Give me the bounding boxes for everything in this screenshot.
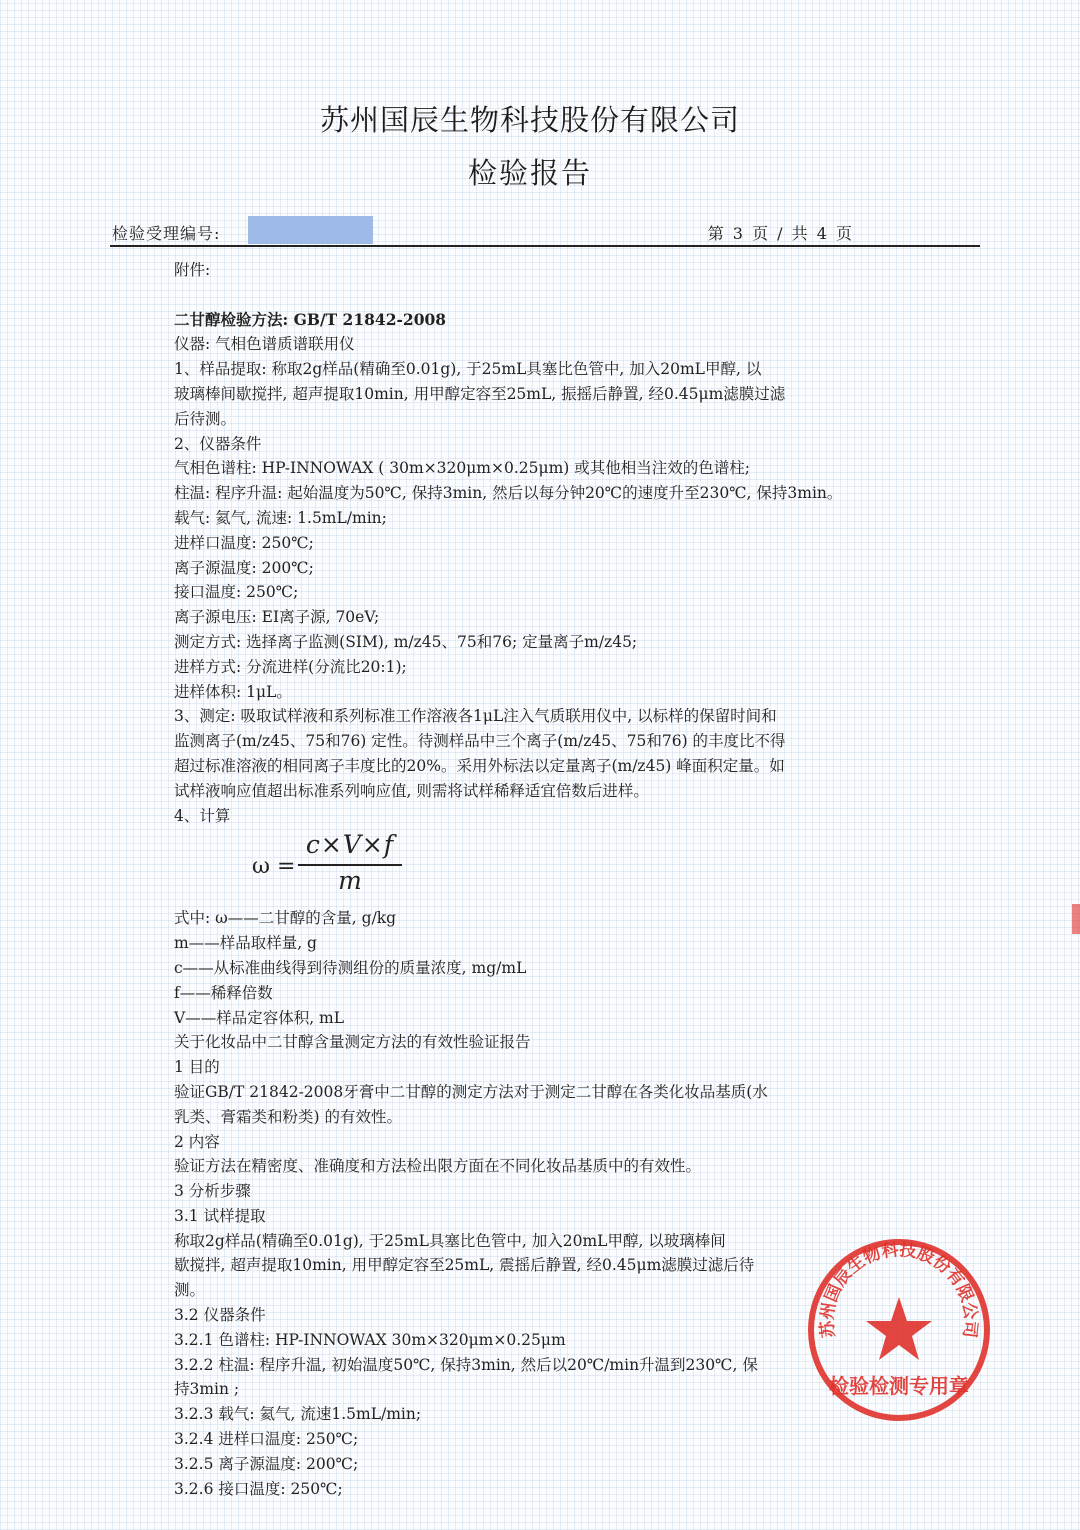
body-line: 4、计算 <box>174 806 231 825</box>
formula-lhs: ω <box>252 854 270 879</box>
company-name: 苏州国辰生物科技股份有限公司 <box>319 103 740 137</box>
redacted-acceptance-no <box>248 216 373 244</box>
body-line: 测定方式: 选择离子监测(SIM), m/z45、75和76; 定量离子m/z45; <box>174 632 638 651</box>
body-line: 接口温度: 250℃; <box>174 583 299 602</box>
report-body <box>174 258 994 1501</box>
body-line: 玻璃棒间歇搅拌, 超声提取10min, 用甲醇定容至25mL, 振摇后静置, 经0.45μm滤膜过滤 <box>174 384 786 403</box>
body-line: 乳类、膏霜类和粉类) 的有效性。 <box>174 1107 402 1126</box>
body-line: 离子源电压: EI离子源, 70eV; <box>174 608 380 627</box>
body-line <box>174 283 994 308</box>
body-line: 验证GB/T 21842-2008牙膏中二甘醇的测定方法对于测定二甘醇在各类化妆品基质(水 <box>174 1082 768 1101</box>
body-line: 载气: 氦气, 流速: 1.5mL/min; <box>174 508 387 527</box>
body-line: 超过标准溶液的相同离子丰度比的20%。采用外标法以定量离子(m/z45) 峰面积定量。如 <box>174 756 785 775</box>
body-line: 离子源温度: 200℃; <box>174 558 314 577</box>
body-line: 附件: <box>174 261 211 279</box>
body-line: 3.2.2 柱温: 程序升温, 初始温度50℃, 保持3min, 然后以20℃/min升温到230℃, 保 <box>174 1355 758 1374</box>
body-line: 测。 <box>174 1281 206 1300</box>
page-info: 第 3 页 / 共 4 页 <box>707 224 854 243</box>
body-line: 3.2.4 进样口温度: 250℃; <box>174 1430 359 1449</box>
body-line: 进样口温度: 250℃; <box>174 533 314 552</box>
body-line: 歇搅拌, 超声提取10min, 用甲醇定容至25mL, 震摇后静置, 经0.45μm滤膜过滤后待 <box>174 1256 755 1275</box>
formula-equals: = <box>277 854 296 879</box>
body-line: 3、测定: 吸取试样液和系列标准工作溶液各1μL注入气质联用仪中, 以标样的保留时间和 <box>174 707 777 726</box>
report-header <box>0 98 1060 192</box>
body-line: 柱温: 程序升温: 起始温度为50℃, 保持3min, 然后以每分钟20℃的速度升至230℃, 保持3min。 <box>174 484 843 503</box>
body-line: 2 内容 <box>174 1132 220 1151</box>
body-line: 3.2.6 接口温度: 250℃; <box>174 1479 343 1498</box>
body-line: 称取2g样品(精确至0.01g), 于25mL具塞比色管中, 加入20mL甲醇, 以玻璃棒间 <box>174 1231 726 1250</box>
body-line: 式中: ω——二甘醇的含量, g/kg <box>174 909 397 928</box>
edge-seal-fragment <box>1072 900 1080 940</box>
formula-numerator: c×V×f <box>305 830 395 859</box>
body-line: 1 目的 <box>174 1058 220 1077</box>
body-line: 进样体积: 1μL。 <box>174 682 292 701</box>
body-line: 试样液响应值超出标准系列响应值, 则需将试样稀释适宜倍数后进样。 <box>174 781 649 800</box>
body-line: 进样方式: 分流进样(分流比20:1); <box>174 657 407 676</box>
body-line: 3.2.5 离子源温度: 200℃; <box>174 1454 359 1473</box>
body-line: 3.1 试样提取 <box>174 1206 266 1225</box>
method-heading: 二甘醇检验方法: GB/T 21842-2008 <box>174 309 447 329</box>
formula-denominator: m <box>338 866 362 895</box>
body-line: V——样品定容体积, mL <box>174 1008 345 1027</box>
acceptance-no-label: 检验受理编号: <box>112 224 221 243</box>
body-line: f——稀释倍数 <box>174 983 273 1002</box>
report-title: 检验报告 <box>467 156 592 190</box>
seal-text-top: 苏州国辰生物科技股份有限公司 <box>817 1240 981 1339</box>
body-line: 关于化妆品中二甘醇含量测定方法的有效性验证报告 <box>174 1033 531 1052</box>
body-line: 3.2.1 色谱柱: HP-INNOWAX 30m×320μm×0.25μm <box>174 1330 566 1349</box>
body-line: 验证方法在精密度、准确度和方法检出限方面在不同化妆品基质中的有效性。 <box>174 1157 702 1176</box>
body-line: c——从标准曲线得到待测组份的质量浓度, mg/mL <box>174 958 527 977</box>
body-line: 3.2.3 载气: 氦气, 流速1.5mL/min; <box>174 1405 422 1424</box>
body-line: 持3min ; <box>174 1380 240 1399</box>
seal-text-bottom: 检验检测专用章 <box>829 1374 969 1398</box>
formula-spacer <box>174 828 994 906</box>
body-line: m——样品取样量, g <box>174 934 317 953</box>
meta-row <box>110 219 980 247</box>
body-line: 3.2 仪器条件 <box>174 1306 266 1325</box>
body-line: 1、样品提取: 称取2g样品(精确至0.01g), 于25mL具塞比色管中, 加入20mL甲醇, 以 <box>174 360 762 379</box>
body-line: 气相色谱柱: HP-INNOWAX ( 30m×320μm×0.25μm) 或其他相当注效的色谱柱; <box>174 459 750 478</box>
body-line: 仪器: 气相色谱质谱联用仪 <box>174 335 355 354</box>
body-line: 2、仪器条件 <box>174 434 262 453</box>
body-line: 3 分析步骤 <box>174 1182 251 1201</box>
body-line: 监测离子(m/z45、75和76) 定性。待测样品中三个离子(m/z45、75和76) 的丰度比不得 <box>174 732 786 751</box>
body-line: 后待测。 <box>174 409 237 428</box>
